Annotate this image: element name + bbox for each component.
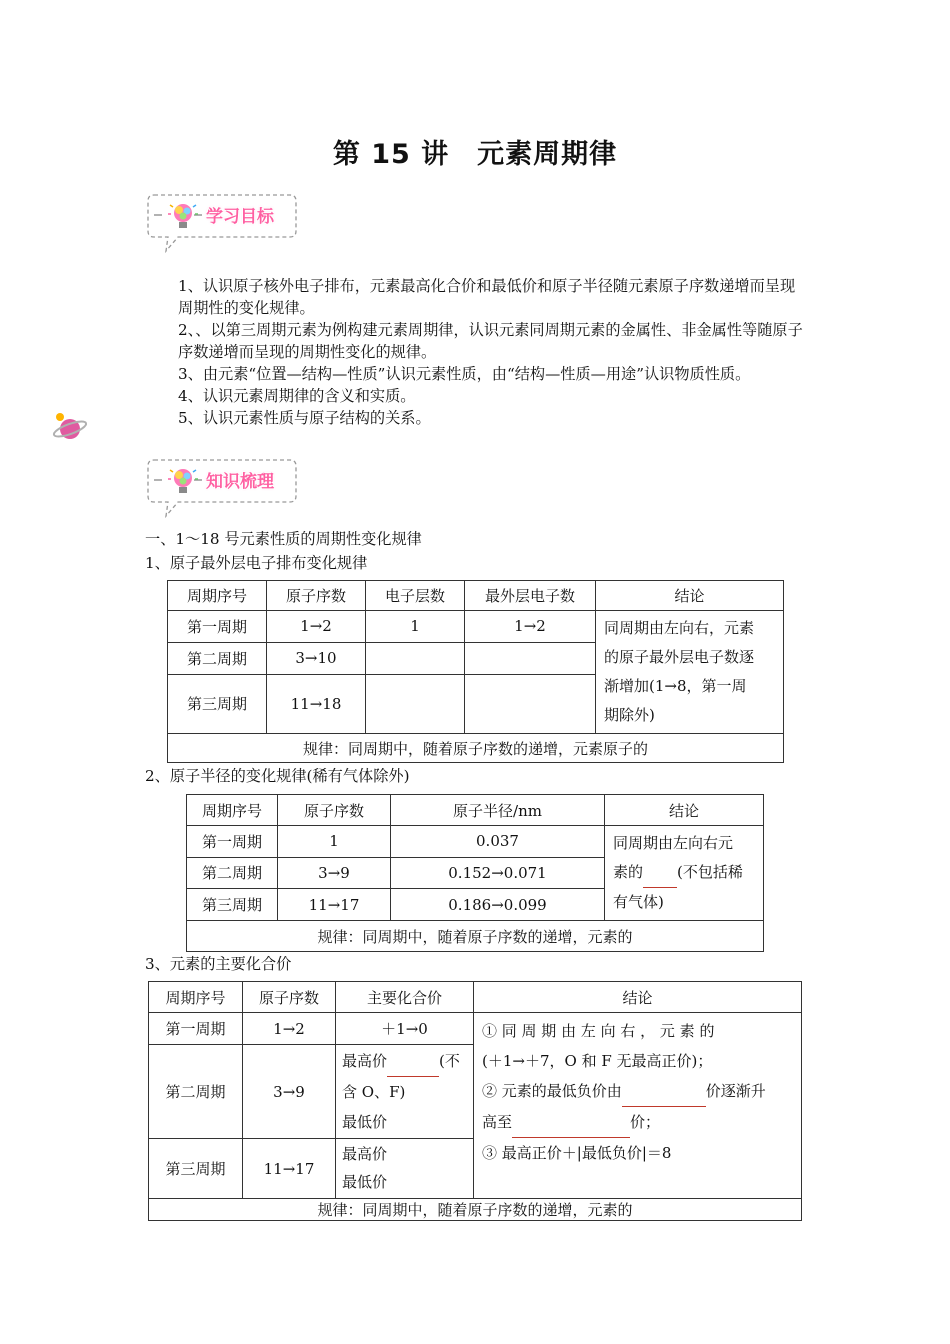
conclusion-line: 同周期由左向右，元素: [604, 619, 755, 637]
table-header-cell: 结论: [605, 795, 764, 826]
table-header-row: [187, 795, 764, 826]
lightbulb-icon: [166, 466, 200, 498]
conclusion-line: 渐增加(1→8，第一周: [604, 677, 747, 695]
table-cell: 0.037: [391, 826, 605, 858]
rule-cell: 规律：同周期中，随着原子序数的递增，元素的: [187, 921, 764, 952]
table-header-cell: 主要化合价: [336, 982, 474, 1013]
answer-blank[interactable]: [512, 1107, 630, 1138]
table-cell: [366, 674, 465, 733]
subsection-heading: 2、原子半径的变化规律(稀有气体除外): [145, 767, 410, 785]
valence-table: [148, 981, 802, 1221]
conclusion-text: 价；: [630, 1113, 661, 1131]
table-cell: 11→18: [267, 674, 366, 733]
table-cell: 第二周期: [168, 642, 267, 674]
conclusion-line: ③ 最高正价＋|最低负价|＝8: [482, 1144, 672, 1162]
conclusion-text: 高至: [482, 1113, 513, 1131]
goals-badge-label: 学习目标: [206, 207, 274, 227]
table-cell: [465, 674, 596, 733]
table-cell: 第三周期: [187, 889, 278, 921]
atomic-radius-table: [186, 794, 764, 952]
table-cell: 1→2: [267, 611, 366, 643]
table-cell: 0.152→0.071: [391, 857, 605, 889]
table-cell: ＋1→0: [336, 1013, 474, 1045]
table-cell: [366, 642, 465, 674]
planet-icon: [52, 410, 88, 444]
valence-note: (不: [439, 1052, 460, 1070]
conclusion-text: ② 元素的最低负价由: [482, 1082, 622, 1100]
table-row: [149, 1013, 802, 1045]
table-header-cell: 周期序号: [168, 581, 267, 611]
knowledge-badge-label: 知识梳理: [206, 472, 274, 492]
conclusion-text: (不包括稀: [677, 863, 743, 881]
objectives-list: [178, 275, 806, 429]
table-cell: 11→17: [243, 1139, 336, 1199]
page-title: 第 15 讲 元素周期律: [332, 139, 618, 170]
valence-label: 最高价: [342, 1052, 388, 1070]
objective-item: 1、认识原子核外电子排布，元素最高化合价和最低价和原子半径随元素原子序数递增而呈现周期性的变化规律。: [178, 277, 796, 317]
table-cell: 3→9: [243, 1045, 336, 1139]
valence-line: [342, 1046, 467, 1077]
table-header-cell: 原子序数: [278, 795, 391, 826]
valence-line: 最低价: [342, 1113, 388, 1131]
rule-row: [168, 734, 784, 763]
conclusion-text: 素的: [613, 863, 644, 881]
valence-line: 最高价: [342, 1145, 388, 1163]
table-header-cell: 原子序数: [243, 982, 336, 1013]
table-cell: 1: [366, 611, 465, 643]
conclusion-cell: [605, 826, 764, 921]
objective-item: 3、由元素“位置—结构—性质”认识元素性质，由“结构—性质—用途”认识物质性质。: [178, 365, 751, 383]
table-header-cell: 周期序号: [149, 982, 243, 1013]
answer-blank[interactable]: [387, 1046, 439, 1077]
conclusion-cell: [596, 611, 784, 734]
lightbulb-icon: [166, 201, 200, 233]
conclusion-text: 价逐渐升: [705, 1082, 766, 1100]
table-header-cell: 结论: [596, 581, 784, 611]
table-cell: 0.186→0.099: [391, 889, 605, 921]
conclusion-line: [482, 1107, 793, 1138]
answer-blank[interactable]: [643, 858, 677, 888]
table-cell: 3→9: [278, 857, 391, 889]
answer-blank[interactable]: [622, 1076, 706, 1107]
conclusion-line: 的原子最外层电子数逐: [604, 648, 755, 666]
valence-cell: [336, 1045, 474, 1139]
table-cell: 第二周期: [149, 1045, 243, 1139]
table-cell: 3→10: [267, 642, 366, 674]
conclusion-line: 期除外): [604, 706, 655, 724]
knowledge-badge: [146, 458, 298, 504]
table-cell: 1→2: [243, 1013, 336, 1045]
table-cell: 第二周期: [187, 857, 278, 889]
table-header-cell: 最外层电子数: [465, 581, 596, 611]
table-cell: [465, 642, 596, 674]
objective-item: 2、、以第三周期元素为例构建元素周期律，认识元素同周期元素的金属性、非金属性等随原子序数递增而呈现的周期性变化的规律。: [178, 321, 803, 361]
table-cell: 11→17: [278, 889, 391, 921]
table-header-cell: 周期序号: [187, 795, 278, 826]
rule-cell: 规律：同周期中，随着原子序数的递增，元素的: [149, 1199, 802, 1221]
conclusion-cell: [474, 1013, 802, 1199]
conclusion-line: (＋1→＋7，O 和 F 无最高正价)；: [482, 1052, 713, 1070]
table-cell: 第一周期: [187, 826, 278, 858]
table-header-cell: 原子序数: [267, 581, 366, 611]
table-cell: 第一周期: [149, 1013, 243, 1045]
rule-cell: 规律：同周期中，随着原子序数的递增，元素原子的: [168, 734, 784, 763]
subsection-heading: 1、原子最外层电子排布变化规律: [145, 554, 368, 572]
table-cell: 第三周期: [149, 1139, 243, 1199]
table-row: [168, 611, 784, 643]
valence-line: 含 O、F): [342, 1083, 406, 1101]
objective-item: 5、认识元素性质与原子结构的关系。: [178, 409, 431, 427]
table-header-row: [168, 581, 784, 611]
conclusion-line: ① 同 周 期 由 左 向 右 ， 元 素 的: [482, 1022, 715, 1040]
table-header-cell: 电子层数: [366, 581, 465, 611]
conclusion-line: [482, 1076, 793, 1107]
conclusion-line: 同周期由左向右元: [613, 834, 734, 852]
rule-row: [149, 1199, 802, 1221]
table-cell: 第三周期: [168, 674, 267, 733]
rule-row: [187, 921, 764, 952]
goals-badge: [146, 193, 298, 239]
table-cell: 第一周期: [168, 611, 267, 643]
valence-line: 最低价: [342, 1173, 388, 1191]
valence-cell: [336, 1139, 474, 1199]
table-header-cell: 原子半径/nm: [391, 795, 605, 826]
conclusion-line: [613, 858, 755, 888]
table-header-row: [149, 982, 802, 1013]
table-cell: 1→2: [465, 611, 596, 643]
objective-item: 4、认识元素周期律的含义和实质。: [178, 387, 416, 405]
conclusion-line: 有气体): [613, 893, 664, 911]
table-cell: 1: [278, 826, 391, 858]
table-header-cell: 结论: [474, 982, 802, 1013]
table-row: [187, 826, 764, 858]
subsection-heading: 3、元素的主要化合价: [145, 955, 292, 973]
section-heading: 一、1～18 号元素性质的周期性变化规律: [145, 530, 422, 548]
electron-layer-table: [167, 580, 784, 763]
